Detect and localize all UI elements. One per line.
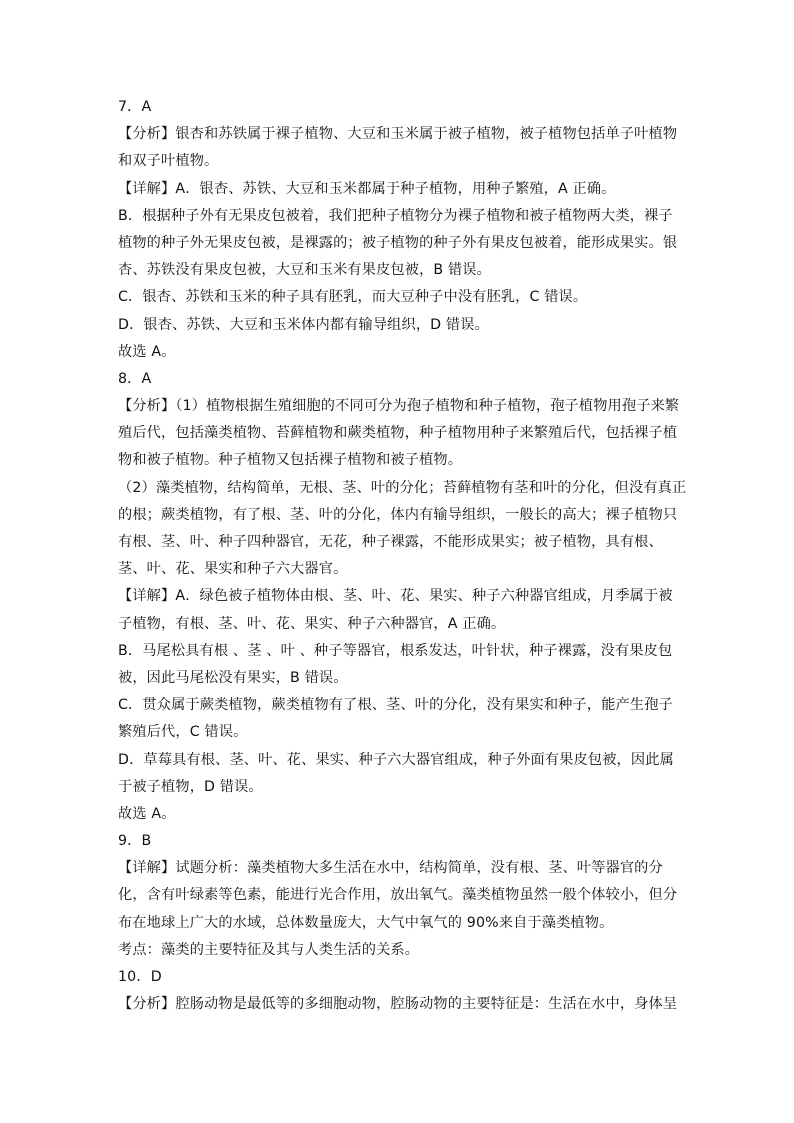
q8-conclusion: 故选 A。: [118, 805, 176, 822]
q8-detail-line: B．马尾松具有根 、茎 、叶 、种子等器官，根系发达，叶针状，种子裸露，没有果皮包: [118, 642, 673, 659]
q8-detail-line: 【详解】A．绿色被子植物体由根、茎、叶、花、果实、种子六种器官组成，月季属于被: [118, 588, 673, 605]
q7-detail-line: 【详解】A．银杏、苏铁、大豆和玉米都属于种子植物，用种子繁殖，A 正确。: [118, 180, 616, 197]
q8-detail-line: 于被子植物，D 错误。: [118, 778, 263, 795]
q8-analysis-line: 有根、茎、叶、种子四种器官，无花，种子裸露，不能形成果实；被子植物，具有根、: [118, 534, 663, 550]
document-page: [118, 94, 687, 1018]
q8-analysis-line: 茎、叶、花、果实和种子六大器官。: [118, 561, 348, 578]
q7-detail-line: D．银杏、苏铁、大豆和玉米体内都有输导组织，D 错误。: [118, 316, 489, 333]
q10-answer: 10．D: [118, 969, 162, 985]
q7-detail-line: B．根据种子外有无果皮包被着，我们把种子植物分为裸子植物和被子植物两大类，裸子: [118, 207, 673, 224]
q7-analysis-line: 【分析】银杏和苏铁属于裸子植物、大豆和玉米属于被子植物，被子植物包括单子叶植物: [118, 126, 678, 143]
q7-detail-line: 杏、苏铁没有果皮包被，大豆和玉米有果皮包被，B 错误。: [118, 262, 491, 279]
q8-analysis-line: 【分析】（1）植物根据生殖细胞的不同可分为孢子植物和种子植物，孢子植物用孢子来繁: [118, 398, 680, 415]
q7-detail-line: 植物的种子外无果皮包被，是裸露的；被子植物的种子外有果皮包被着，能形成果实。银: [118, 234, 678, 251]
q10-analysis-line: 【分析】腔肠动物是最低等的多细胞动物，腔肠动物的主要特征是：生活在水中，身体呈: [118, 996, 678, 1013]
q9-answer: 9．B: [118, 833, 152, 850]
q7-analysis-line: 和双子叶植物。: [118, 153, 219, 170]
q7-answer: 7．A: [118, 99, 152, 115]
q8-answer: 8．A: [118, 370, 152, 387]
q9-detail-line: 布在地球上广大的水域，总体数量庞大，大气中氧气的 90%来自于藻类植物。: [118, 914, 614, 931]
q8-detail-line: 被，因此马尾松没有果实，B 错误。: [118, 669, 348, 686]
q8-detail-line: 子植物，有根、茎、叶、花、果实、种子六种器官，A 正确。: [118, 615, 506, 632]
q8-detail-line: D．草莓具有根、茎、叶、花、果实、种子六大器官组成，种子外面有果皮包被，因此属: [118, 751, 674, 768]
q8-analysis-line: 殖后代，包括藻类植物、苔藓植物和蕨类植物，种子植物用种子来繁殖后代，包括裸子植: [118, 425, 678, 442]
q7-conclusion: 故选 A。: [118, 343, 176, 360]
q7-detail-line: C．银杏、苏铁和玉米的种子具有胚乳，而大豆种子中没有胚乳，C 错误。: [118, 289, 588, 306]
q8-detail-line: 繁殖后代，C 错误。: [118, 724, 248, 741]
q8-analysis-line: （2）藻类植物，结构简单，无根、茎、叶的分化；苔藓植物有茎和叶的分化，但没有真正: [118, 479, 687, 496]
q9-exam-point: 考点：藻类的主要特征及其与人类生活的关系。: [118, 941, 420, 958]
q8-analysis-line: 的根；蕨类植物，有了根、茎、叶的分化，体内有输导组织，一般长的高大；裸子植物只: [118, 506, 678, 523]
q8-analysis-line: 物和被子植物。种子植物又包括裸子植物和被子植物。: [118, 452, 463, 469]
q9-detail-line: 化，含有叶绿素等色素，能进行光合作用，放出氧气。藻类植物虽然一般个体较小，但分: [118, 887, 678, 904]
q8-detail-line: C．贯众属于蕨类植物，蕨类植物有了根、茎、叶的分化，没有果实和种子，能产生孢子: [118, 697, 673, 714]
q9-detail-line: 【详解】试题分析：藻类植物大多生活在水中，结构简单，没有根、茎、叶等器官的分: [118, 860, 663, 877]
